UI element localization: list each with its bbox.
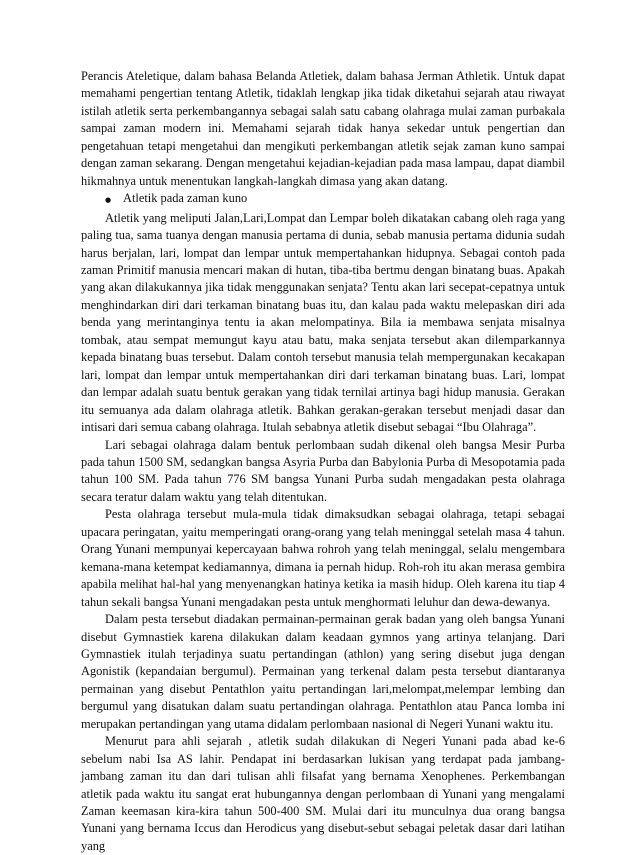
intro-paragraph: Perancis Ateletique, dalam bahasa Belanda Atletiek, dalam bahasa Jerman Athletik. Untuk dapat memahami pengertian tentang Atletik, tidaklah lengkap jika tidak diketahui sejarah atau riwayat istilah atletik serta perkembangannya sebagai salah satu cabang olahraga mulai zaman purbakala sampai zaman modern ini. Memahami sejarah tidak hanya sekedar untuk pengertian dan pengetahuan tetapi mengetahui dan mengikuti perkembangan atletik sejak zaman kuno sampai dengan zaman sekarang. Dengan mengetahui kejadian-kejadian pada masa lampau, dapat diambil hikmahnya untuk menentukan langkah-langkah dimasa yang akan datang. bbox=[81, 69, 565, 188]
body-paragraph-4: Dalam pesta tersebut diadakan permainan-permainan gerak badan yang oleh bangsa Yunani disebut Gymnastiek karena dilakukan dalam keadaan gymnos yang artinya telanjang. Dari Gymnastiek itulah terjadinya suatu pertandingan (athlon) yang sering disebut juga dengan Agonistik (kepandaian bergumul). Permainan yang terkenal dalam pesta tersebut diantaranya permainan yang disebut Pentathlon yaitu pertandingan lari,melompat,melempar lembing dan bergumul yang disatukan dalam suatu pertandingan olahraga. Pentathlon atau Panca lomba ini merupakan pertandingan yang utama didalam perlombaan nasional di Negeri Yunani waktu itu. bbox=[81, 612, 565, 731]
body-paragraph-2: Lari sebagai olahraga dalam bentuk perlombaan sudah dikenal oleh bangsa Mesir Purba pada tahun 1500 SM, sedangkan bangsa Asyria Purba dan Babylonia Purba di Mesopotamia pada tahun 100 SM. Pada tahun 776 SM bangsa Yunani Purba sudah mengadakan pesta olahraga secara teratur dalam waktu yang telah ditentukan. bbox=[81, 437, 565, 504]
body-paragraph-1: Atletik yang meliputi Jalan,Lari,Lompat dan Lempar boleh dikatakan cabang oleh raga yang paling tua, sama tuanya dengan manusia pertama di dunia, sebab manusia pertama didunia sudah harus berjalan, lari, lompat dan lempar untuk mempertahankan hidupnya. Sebagai contoh pada zaman Primitif manusia mencari makan di hutan, tiba-tiba bertmu dengan binatang buas. Apakah yang akan dilakukannya jika tidak menggunakan senjata? Tentu akan lari secepat-cepatnya untuk menghindarkan diri dari terkaman binatang buas itu, dan kalau pada waktu melepaskan diri ada benda yang merintanginya tentu ia akan melompatinya. Bila ia membawa senjata misalnya tombak, atau sempat memungut kayu atau batu, maka senjata tersebut akan dilemparkannya kepada binatang buas tersebut. Dalam contoh tersebut manusia telah mempergunakan kecakapan lari, lompat dan lempar untuk mempertahankan diri dari terkaman binatang buas. Lari, lompat dan lempar adalah suatu bentuk gerakan yang tidak ternilai artinya bagi hidup manusia. Gerakan itu semuanya ada dalam olahraga atletik. Bahkan gerakan-gerakan tersebut menjadi dasar dan intisari dari semua cabang olahraga. Itulah sebabnya atletik disebut sebagai “Ibu Olahraga”. bbox=[81, 210, 565, 435]
document-page bbox=[81, 68, 565, 855]
body-paragraph-3: Pesta olahraga tersebut mula-mula tidak dimaksudkan sebagai olahraga, tetapi sebagai upacara peringatan, yaitu memperingati orang-orang yang telah meninggal setelah masa 4 tahun. Orang Yunani mempunyai kepercayaan bahwa rohroh yang telah meninggal, selalu mengembara kemana-mana ketempat kediamannya, dimana ia pernah hidup. Roh-roh itu akan merasa gembira apabila melihat hal-hal yang menyenangkan hatinya ketika ia masih hidup. Oleh karena itu tiap 4 tahun sekali bangsa Yunani mengadakan pesta untuk menghormati leluhur dan dewa-dewanya. bbox=[81, 507, 565, 609]
body-paragraph-5: Menurut para ahli sejarah , atletik sudah dilakukan di Negeri Yunani pada abad ke-6 sebelum nabi Isa AS lahir. Pendapat ini berdasarkan lukisan yang terdapat pada jambang-jambang zaman itu dan dari tulisan ahli filsafat yang bernama Xenophenes. Perkembangan atletik pada waktu itu sangat erat hubungannya dengan perlombaan di Yunani yang mengalami Zaman keemasan kira-kira tahun 500-400 SM. Mulai dari itu munculnya dua orang bangsa Yunani yang bernama Iccus dan Herodicus yang disebut-sebut sebagai peletak dasar dari latihan yang bbox=[81, 734, 565, 853]
section-heading: Atletik pada zaman kuno bbox=[123, 191, 248, 206]
bullet-icon: ● bbox=[105, 196, 112, 205]
bullet-item bbox=[81, 190, 565, 209]
